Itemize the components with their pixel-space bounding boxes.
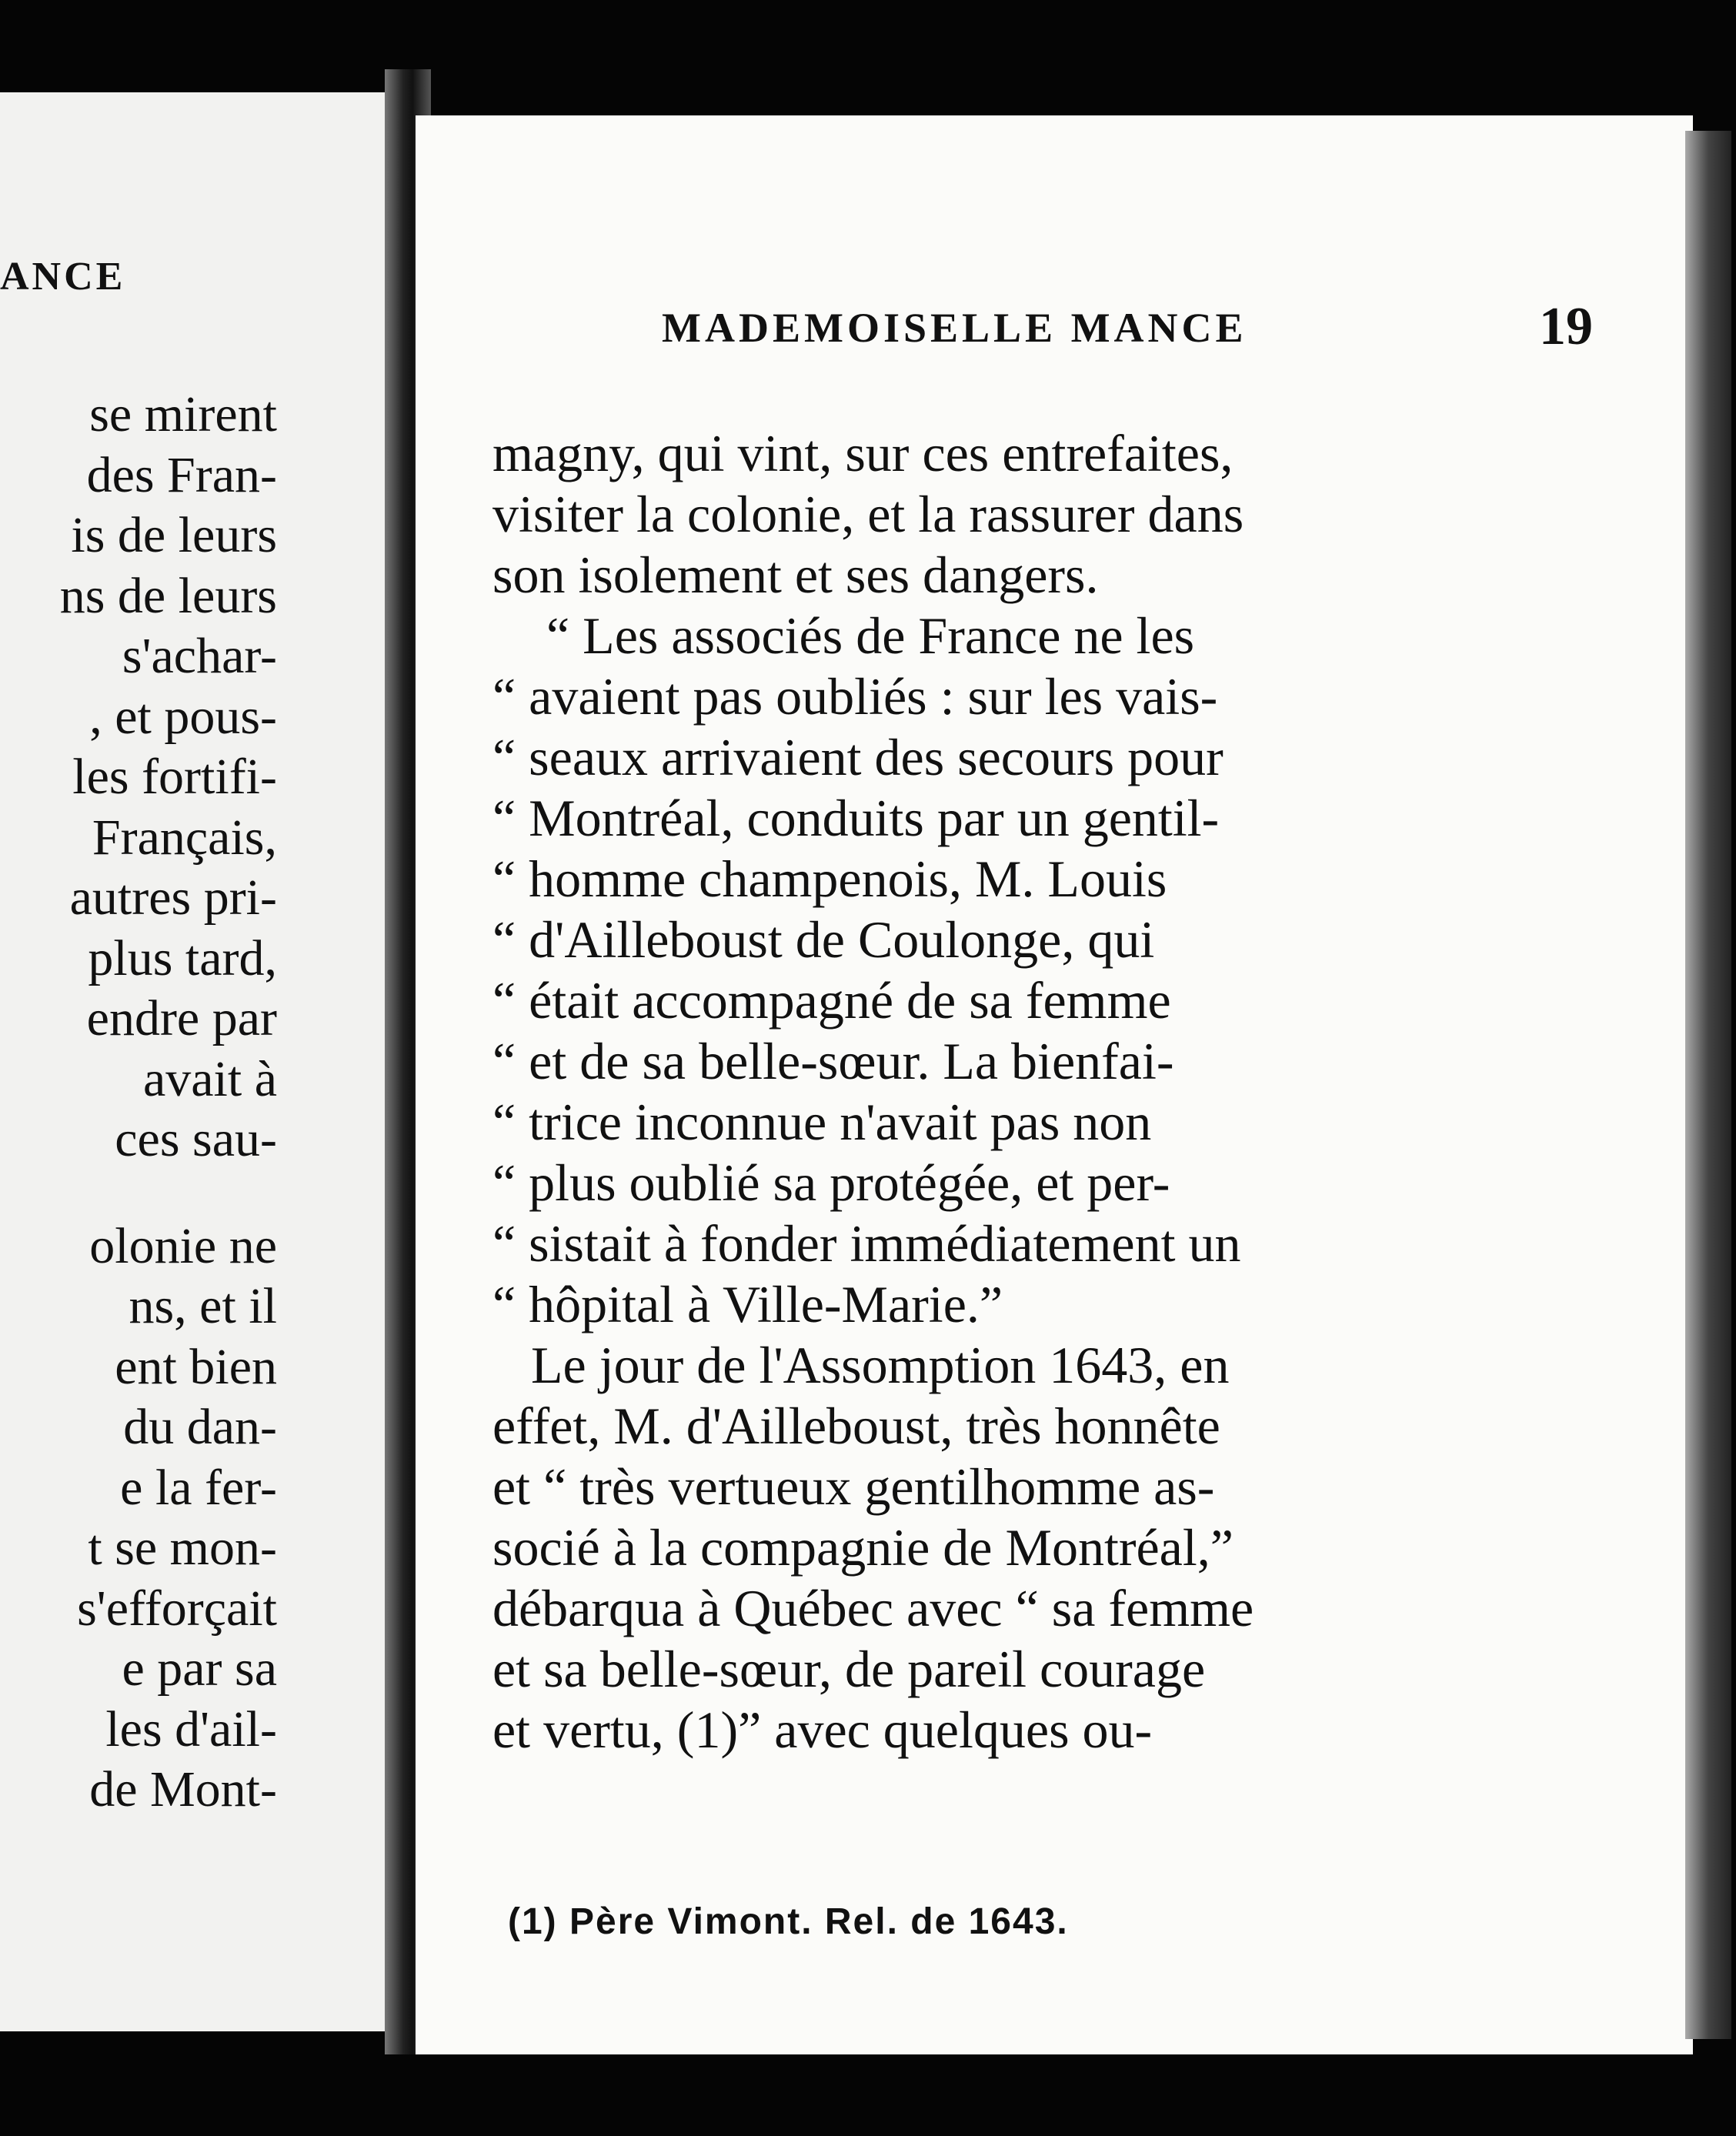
left-line: ent bien	[115, 1338, 277, 1395]
left-line: Français,	[92, 809, 277, 866]
left-line: ces sau-	[115, 1111, 277, 1167]
text-line: “ plus oublié sa protégée, et per-	[492, 1153, 1170, 1212]
left-line: endre par	[86, 990, 277, 1046]
footnote: (1) Père Vimont. Rel. de 1643.	[508, 1901, 1069, 1942]
body-text	[492, 423, 1639, 1761]
text-line: son isolement et ses dangers.	[492, 546, 1099, 604]
text-line: “ hôpital à Ville-Marie.”	[492, 1275, 1003, 1333]
text-line: et vertu, (1)” avec quelques ou-	[492, 1700, 1153, 1759]
left-line: du dan-	[123, 1399, 277, 1455]
text-line: “ et de sa belle-sœur. La bienfai-	[492, 1032, 1174, 1090]
left-line: e par sa	[122, 1640, 277, 1697]
text-line: “ seaux arrivaient des secours pour	[492, 728, 1224, 786]
running-head	[662, 297, 1685, 365]
text-line: “ Montréal, conduits par un gentil-	[492, 789, 1220, 847]
text-line: et “ très vertueux gentilhomme as-	[492, 1457, 1215, 1516]
text-line: “ homme champenois, M. Louis	[492, 849, 1167, 908]
left-line: ns, et il	[129, 1278, 277, 1334]
left-line: se mirent	[89, 386, 277, 442]
left-page-text	[60, 385, 277, 1821]
text-line: socié à la compagnie de Montréal,”	[492, 1518, 1234, 1577]
text-line: visiter la colonie, et la rassurer dans	[492, 485, 1244, 543]
left-line: olonie ne	[89, 1217, 277, 1274]
left-running-head: ANCE	[0, 255, 126, 299]
left-line: t se mon-	[88, 1520, 277, 1576]
left-line: e la fer-	[120, 1459, 277, 1516]
text-line: effet, M. d'Ailleboust, très honnête	[492, 1397, 1220, 1455]
page-edge	[1685, 131, 1731, 2039]
text-line: Le jour de l'Assomption 1643, en	[531, 1336, 1230, 1394]
left-line: les d'ail-	[105, 1700, 277, 1757]
left-line: , et pous-	[89, 688, 277, 745]
paragraph-gap	[60, 1170, 277, 1217]
left-line: des Fran-	[86, 446, 277, 503]
right-page	[416, 115, 1693, 2054]
left-line: de Mont-	[89, 1761, 277, 1817]
text-line: “ d'Ailleboust de Coulonge, qui	[492, 910, 1155, 969]
text-line: “ Les associés de France ne les	[546, 606, 1195, 665]
left-page	[0, 92, 385, 2031]
left-line: les fortifi-	[72, 749, 277, 805]
left-line: avait à	[142, 1050, 277, 1107]
page-number: 19	[1539, 297, 1593, 356]
left-line: s'efforçait	[77, 1580, 277, 1637]
left-line: autres pri-	[69, 869, 277, 926]
text-line: débarqua à Québec avec “ sa femme	[492, 1579, 1254, 1637]
text-line: et sa belle-sœur, de pareil courage	[492, 1640, 1206, 1698]
left-line: plus tard,	[88, 929, 277, 986]
text-line: “ avaient pas oubliés : sur les vais-	[492, 667, 1218, 726]
left-line: s'achar-	[122, 628, 277, 684]
running-title: MADEMOISELLE MANCE	[662, 305, 1247, 351]
text-line: “ sistait à fonder immédiatement un	[492, 1214, 1241, 1273]
text-line: “ était accompagné de sa femme	[492, 971, 1171, 1030]
left-line: is de leurs	[71, 507, 277, 563]
left-line: ns de leurs	[59, 567, 277, 624]
text-line: “ trice inconnue n'avait pas non	[492, 1093, 1152, 1151]
text-line: magny, qui vint, sur ces entrefaites,	[492, 424, 1234, 482]
